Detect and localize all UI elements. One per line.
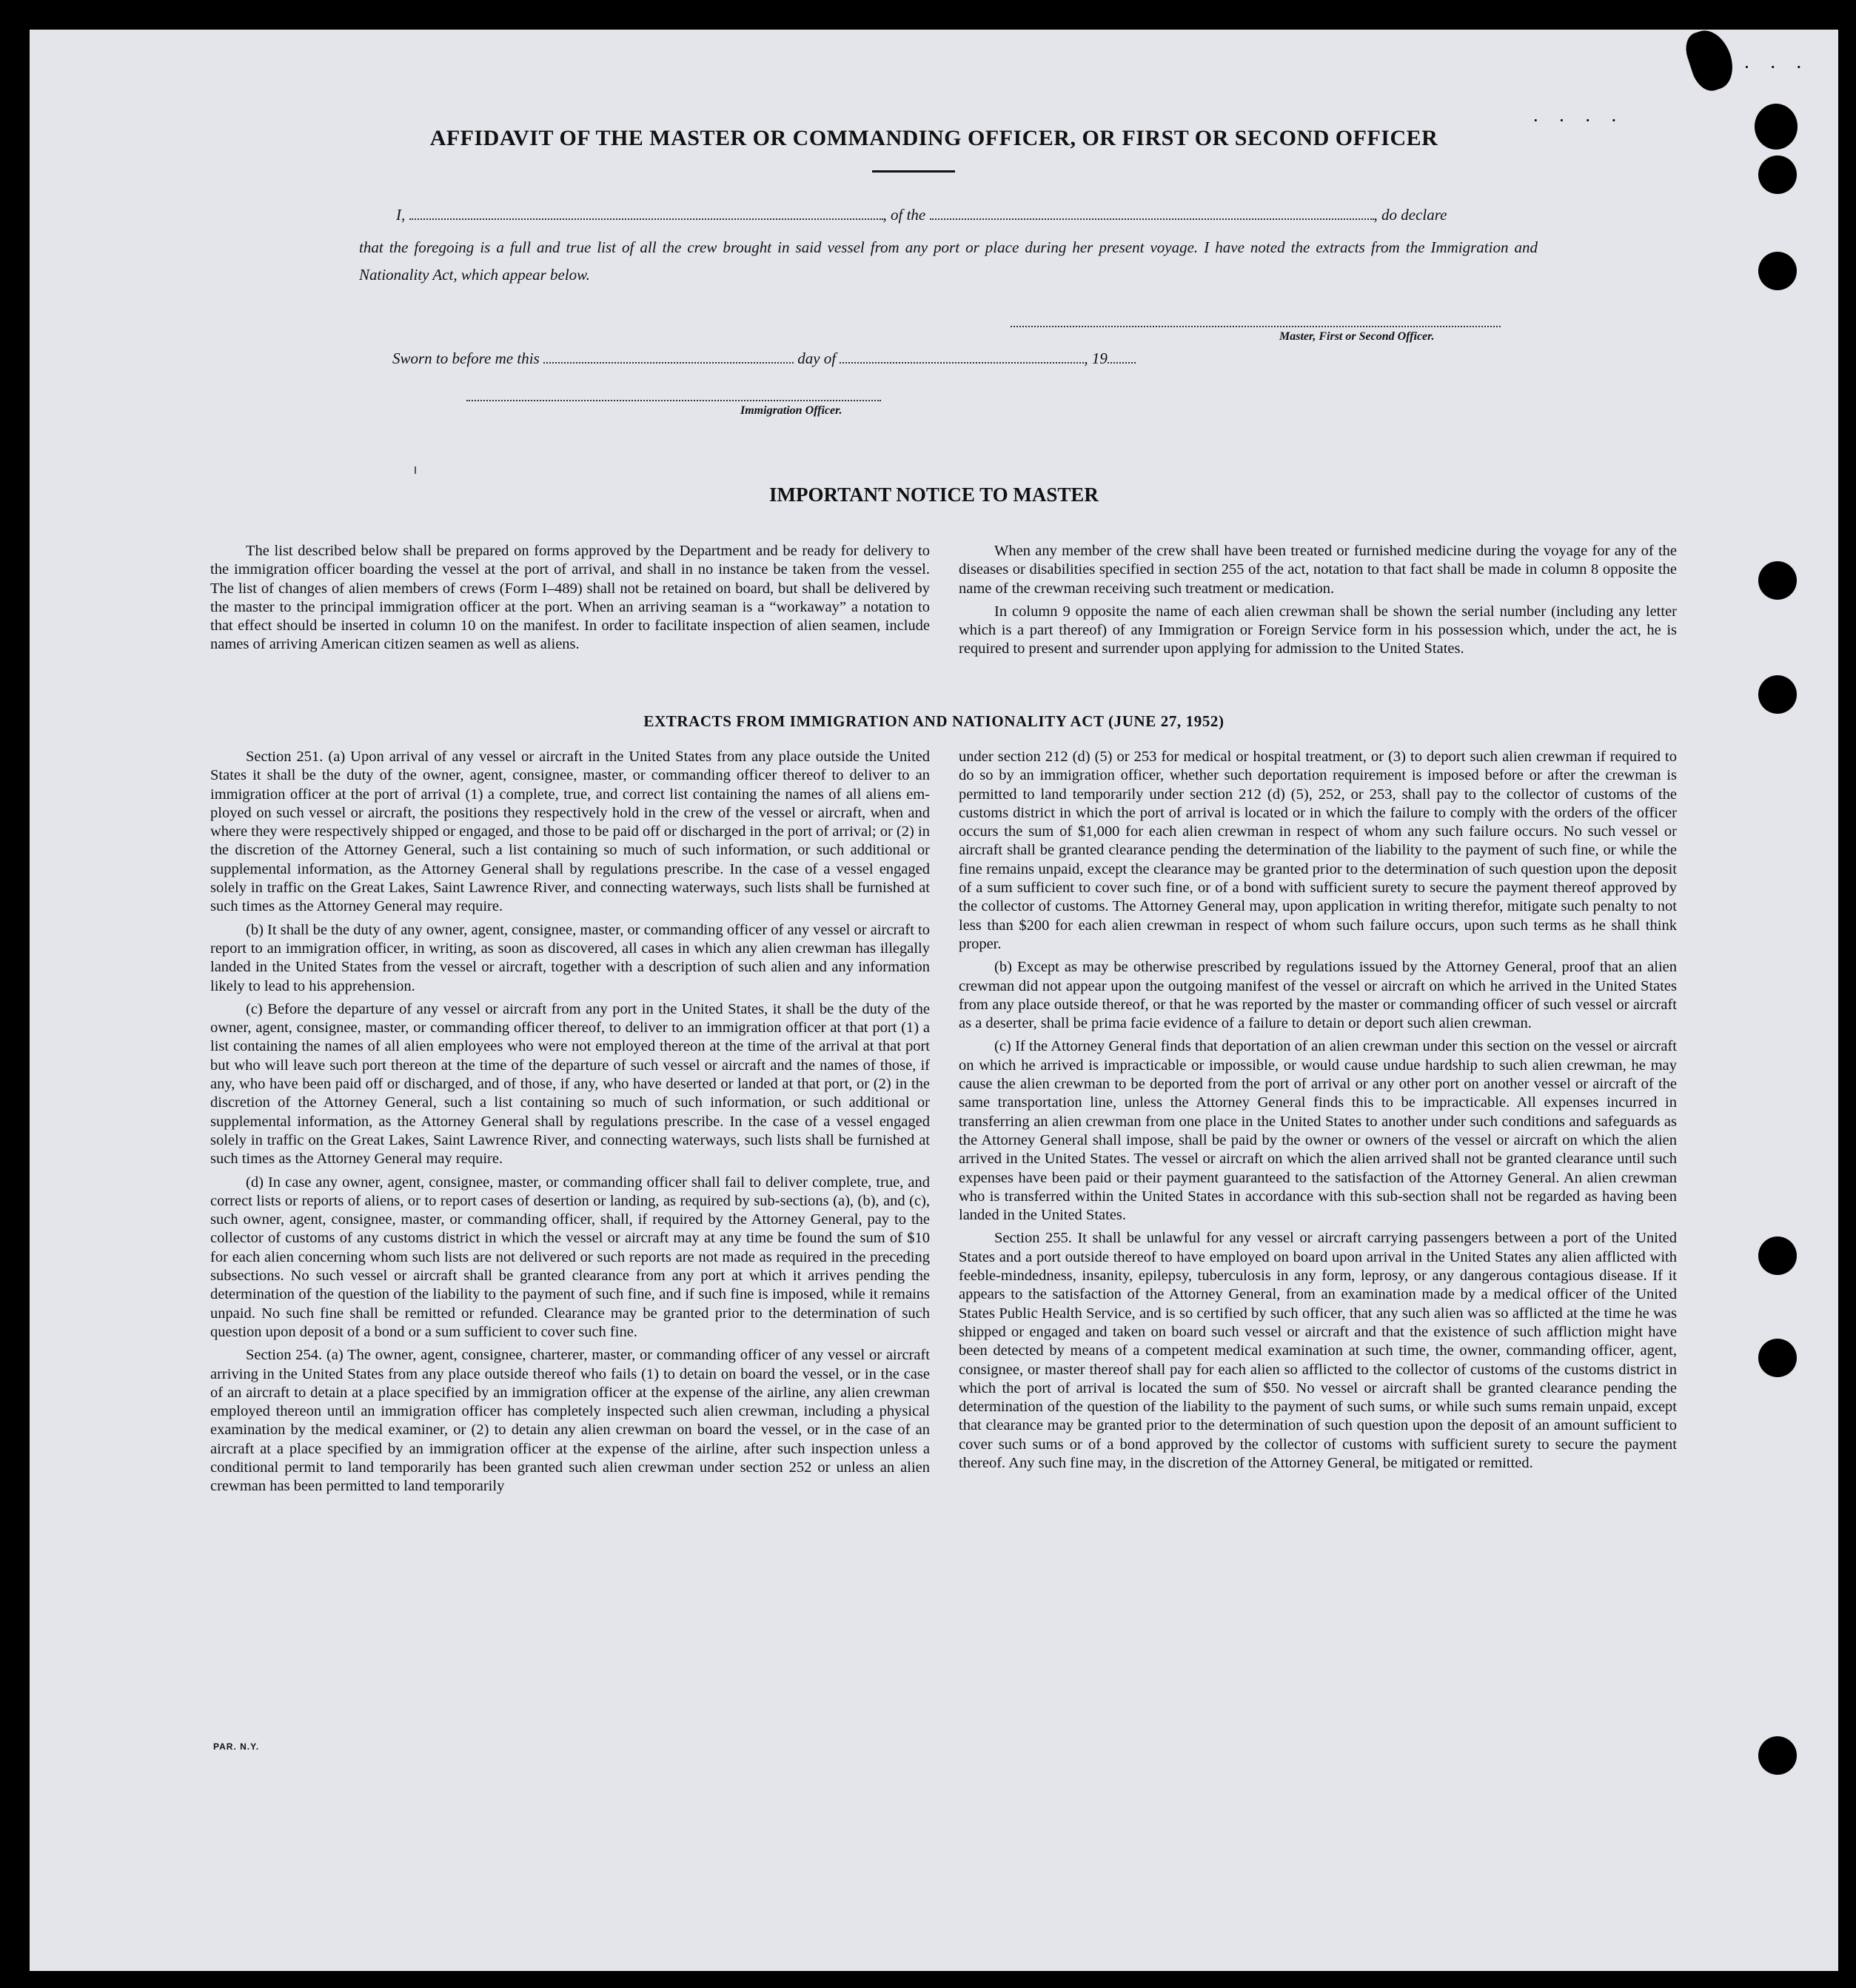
master-signature-line[interactable]: [1011, 326, 1501, 327]
section-paragraph: Section 254. (a) The owner, agent, consignee, charterer, master, or commanding officer of any vessel or aircraft arriving in the United States from any place outside thereof who fails (1) to detain on board the vessel, or in the case of an aircraft to detain at a place specified by an immigration officer at the expense of the airline, any alien crewman employed thereon until an immigration officer has completely inspected such alien crewman, including a physical examination by the medical examiner, or (2) to detain any alien crewman on board the vessel, or in the case of an aircraft at a place specified by an immigration officer at the expense of the airline, after such inspection unless a conditional permit to land temporarily has been granted such alien crewman under section 252 or unless an alien crewman has been permitted to land temporarily: [210, 1347, 930, 1495]
vessel-prefix: , of the: [882, 206, 926, 224]
extracts-left-column: [210, 748, 930, 1501]
punch-hole: [1758, 561, 1797, 600]
sworn-day-label: day of: [797, 349, 837, 367]
printer-code: PAR. N.Y.: [213, 1741, 260, 1752]
sworn-line: [392, 349, 1136, 368]
punch-hole: [1758, 1236, 1797, 1275]
punch-hole: [1758, 1736, 1797, 1775]
punch-hole: [1758, 1339, 1797, 1377]
punch-hole: [1758, 252, 1797, 290]
section-paragraph: (c) Before the departure of any vessel or aircraft from any port in the United States, it shall be the duty of the owner, agent, consignee, master, or commanding officer thereof, to deliver to an immigration officer at that port (1) a list containing the names of all alien employees who were not employed thereon at the time of the arrival at that port but who will leave such port thereon at the time of the departure of such vessel or aircraft and the names of those, if any, who have been paid off or discharged, and of those, if any, who have deserted or landed at that port, or (2) in the discretion of the Attorney General, such a list containing so much of such information, or such additional or supplemental information, as the Attorney General shall by regulations prescribe. In the case of a vessel engaged solely in traffic on the Great Lakes, Saint Lawrence River, and connecting waterways, such lists shall be furnished at such times as the Attorney General may require.: [210, 1000, 930, 1168]
declaration-text: that the foregoing is a full and true list of all the crew brought in said vessel from any port or place during her present voyage. I have noted the extracts from the Immigration and Nationality Act, which appear below.: [359, 238, 1538, 284]
notice-left-column: [210, 542, 930, 659]
section-paragraph: (b) It shall be the duty of any owner, agent, consignee, master, or commanding officer of any vessel or aircraft to report to an immigration officer, in writing, as soon as discovered, all cases in which any alien crewman has illegally landed in the United States from the vessel or aircraft, together with a description of such alien and any information likely to lead to his apprehension.: [210, 921, 930, 994]
sworn-year-label: , 19: [1084, 349, 1108, 367]
master-signature-label: Master, First or Second Officer.: [1279, 330, 1435, 343]
section-paragraph-continued: under section 212 (d) (5) or 253 for medical or hospital treatment, or (3) to deport such alien crewman if required to do so by an immigration officer, whether such deportation requirement is imposed before or after the crewman is permitted to land temporarily under section 212 (d) (5), 252, or 253, shall pay to the collector of customs of the customs district in which the port of arrival is located or in which the failure to comply with the orders of the officer occurs the sum of $1,000 for each alien crewman in respect of whom any such failure occurs. No such vessel or aircraft shall be granted clearance pending the determination of the liability to the payment of such fine, or while the fine remains unpaid, except the clearance may be granted prior to the determination of such question upon the deposit of a sum sufficient to cover such fine, or of a bond with sufficient surety to secure the payment thereof approved by the collector of customs. The Attorney General may, upon application in writing therefor, mitigate such penalty to not less than $200 for each alien crewman in respect of whom such failure occurs, upon such terms as he shall think proper.: [959, 749, 1677, 952]
affidavit-line-1: [396, 206, 1447, 224]
sworn-year-field[interactable]: [1108, 361, 1136, 364]
notice-paragraph: The list described below shall be prepared on forms approved by the Department and be ready for delivery to the immigration officer boarding the vessel at the port of arrival, and shall in no instance be taken from the vessel. The list of changes of alien members of crews (Form I–489) shall not be retained on board, but shall be delivered by the master to the principal immigration officer at the port. When an arriving seaman is a “workaway” a notation to that effect should be inserted in column 10 on the manifest. In order to facilitate inspection of alien seamen, include names of arriving American citizen seamen as well as aliens.: [210, 543, 930, 653]
section-paragraph: Section 255. It shall be unlawful for any vessel or aircraft carrying passengers between a port of the United States and a port outside thereof to have employed on board upon arrival in the United States any alien afflicted with feeble-mindedness, insanity, epilepsy, tuberculosis in any form, leprosy, or any dangerous contagious disease. If it appears to the satisfaction of the Attorney General, from an examination made by a medical officer of the United States Public Health Service, and is so certified by such officer, that any such alien was so afflicted at the time he was shipped or engaged and taken on board such vessel or aircraft and that the existence of such affliction might have been detected by means of a competent medical examination at such time, the owner, commanding officer, agent, consignee, or master thereof shall pay for each alien so afflicted to the collector of customs of the customs district in which the port of arrival is located the sum of $50. No vessel or aircraft shall be granted clearance pending the determination of the question of the liability to the payment of such sums, or while such sums remain unpaid, except that clearance may be granted prior to the determination of such question upon the deposit of an amount sufficient to cover such sums or of a bond approved by the collector of customs with sufficient surety to secure the payment thereof. Any such fine may, in the discretion of the Attorney General, be mitigated or remitted.: [959, 1230, 1677, 1471]
extracts-title: EXTRACTS FROM IMMIGRATION AND NATIONALITY ACT (JUNE 27, 1952): [643, 712, 1225, 730]
sworn-day-field[interactable]: [543, 361, 794, 364]
vessel-name-field[interactable]: [930, 217, 1374, 220]
sworn-prefix: Sworn to before me this: [392, 349, 540, 367]
section-paragraph: (c) If the Attorney General finds that deportation of an alien crewman under this section on the vessel or aircraft on which he arrived is impracticable or impossible, or would cause undue hardship to such alien crewman, he may cause the alien crewman to be deported from the port of arrival or any other port on another vessel or aircraft of the same transportation line, unless the Attorney General finds this to be impracticable. All expenses incurred in transferring an alien crewman from one place in the United States to another under such conditions and safeguards as the Attorney General shall impose, shall be paid by the owner or owners of the vessel or aircraft on which the alien arrived in the United States. The vessel or aircraft on which the alien arrived shall not be granted clearance until such expenses have been paid or their payment guaranteed to the satisfaction of the Attorney General. An alien crewman who is transferred within the United States in accordance with this sub-section shall not be regarded as having been landed in the United States.: [959, 1038, 1677, 1224]
officer-signature-label: Immigration Officer.: [740, 404, 842, 417]
section-paragraph: (b) Except as may be otherwise prescribed by regulations issued by the Attorney General, proof that an alien crewman did not appear upon the outgoing manifest of the vessel or aircraft on which he arrived in the United States from any place outside thereof, or that he was reported by the master or commanding officer of such vessel or aircraft as a deserter, shall be prima facie evidence of a failure to detain or deport such alien crewman.: [959, 959, 1677, 1032]
officer-signature-line[interactable]: [466, 400, 881, 401]
extracts-right-column: [959, 748, 1677, 1477]
declarant-prefix: I,: [396, 206, 406, 224]
notice-paragraph: When any member of the crew shall have been treated or furnished medicine during the voyage for any of the diseases or disabilities specified in section 255 of the act, notation to that fact shall be made in column 8 opposite the name of the crewman receiving such treatment or medication.: [959, 543, 1677, 597]
sworn-month-field[interactable]: [840, 361, 1084, 364]
punch-hole: [1758, 155, 1797, 194]
scan-speckles: · · · ·: [1718, 56, 1810, 78]
section-paragraph: Section 251. (a) Upon arrival of any vessel or aircraft in the United States from any place outside the United States it shall be the duty of the owner, agent, consignee, master, or commanding officer thereof to deliver to an immigration officer at the port of arrival (1) a complete, true, and correct list containing the names of all aliens employed on such vessel or aircraft, the positions they respectively hold in the crew of the vessel or aircraft, when and where they were respectively shipped or engaged, and those to be paid off or discharged in the port of arrival; or (2) in the discretion of the Attorney General, such a list containing so much of such information, or such additional or supplemental information, as the Attorney General shall by regulations prescribe. In the case of a vessel engaged solely in traffic on the Great Lakes, Saint Lawrence River, and connecting waterways, such lists shall be furnished at such times as the Attorney General may require.: [210, 749, 930, 915]
scan-mark: [415, 466, 416, 474]
declarant-name-field[interactable]: [409, 217, 883, 220]
title-rule: [872, 170, 955, 173]
notice-paragraph: In column 9 opposite the name of each alien crewman shall be shown the serial number (including any letter which is a part thereof) of any Immigration or Foreign Service form in his possession which, under the act, he is required to present and surrender upon applying for admission to the United States.: [959, 603, 1677, 657]
notice-title: IMPORTANT NOTICE TO MASTER: [769, 483, 1099, 506]
scan-speckles-2: · · · ·: [1532, 110, 1625, 131]
section-paragraph: (d) In case any owner, agent, consignee, master, or commanding officer shall fail to deliver complete, true, and correct lists or reports of aliens, or to report cases of desertion or landing, as required by sub-sections (a), (b), and (c), such owner, agent, consignee, master, or commanding officer, shall, if required by the Attorney General, pay to the collector of customs of any customs district in which the vessel or aircraft may at any time be found the sum of $10 for each alien concerning whom such lists are not delivered or such reports are not made as required in the preceding subsections. No such vessel or aircraft shall be granted clearance from any port at which it arrives pending the determination of the question of the liability to the payment of such fine, and if such fine is imposed, while it remains unpaid. No such fine shall be remitted or refunded. Clearance may be granted prior to the determination of such question upon deposit of a bond or a sum sufficient to cover such fine.: [210, 1174, 930, 1340]
document-page: [30, 30, 1838, 1971]
declare-suffix: , do declare: [1373, 206, 1447, 224]
affidavit-title: AFFIDAVIT OF THE MASTER OR COMMANDING OFFICER, OR FIRST OR SECOND OFFICER: [429, 126, 1438, 150]
notice-right-column: [959, 542, 1677, 663]
punch-hole: [1758, 675, 1797, 714]
